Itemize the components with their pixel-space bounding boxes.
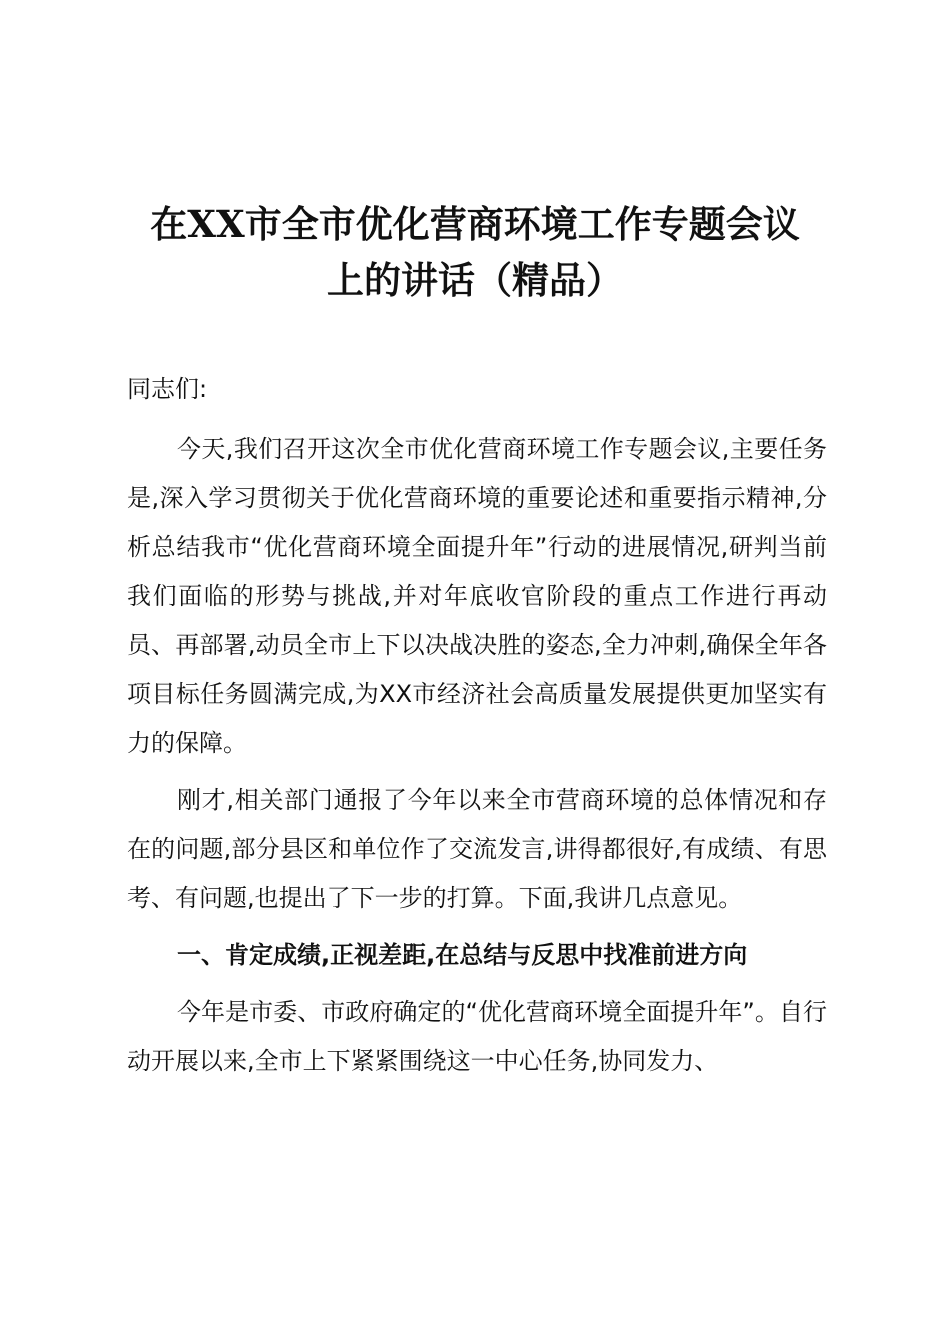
title-line-2: 上的讲话（精品） bbox=[327, 258, 623, 302]
salutation: 同志们: bbox=[127, 375, 208, 403]
title-line-1: 在XX市全市优化营商环境工作专题会议 bbox=[150, 202, 800, 246]
paragraph-section-1: 今年是市委、市政府确定的“优化营商环境全面提升年”。自行动开展以来,全市上下紧紧围绕这一中心任务,协同发力、 bbox=[127, 998, 827, 1075]
document-body bbox=[127, 365, 827, 1094]
paragraph-review: 刚才,相关部门通报了今年以来全市营商环境的总体情况和存在的问题,部分县区和单位作了交流发言,讲得都很好,有成绩、有思考、有问题,也提出了下一步的打算。下面,我讲几点意见。 bbox=[127, 786, 827, 912]
document-title bbox=[100, 196, 850, 308]
section-heading-1: 一、肯定成绩,正视差距,在总结与反思中找准前进方向 bbox=[177, 941, 748, 969]
paragraph-opening: 今天,我们召开这次全市优化营商环境工作专题会议,主要任务是,深入学习贯彻关于优化营商环境的重要论述和重要指示精神,分析总结我市“优化营商环境全面提升年”行动的进展情况,研判当前我们面临的形势与挑战,并对年底收官阶段的重点工作进行再动员、再部署,动员全市上下以决战决胜的姿态,全力冲刺,确保全年各项目标任务圆满完成,为XX市经济社会高质量发展提供更加坚实有力的保障。 bbox=[127, 435, 827, 757]
